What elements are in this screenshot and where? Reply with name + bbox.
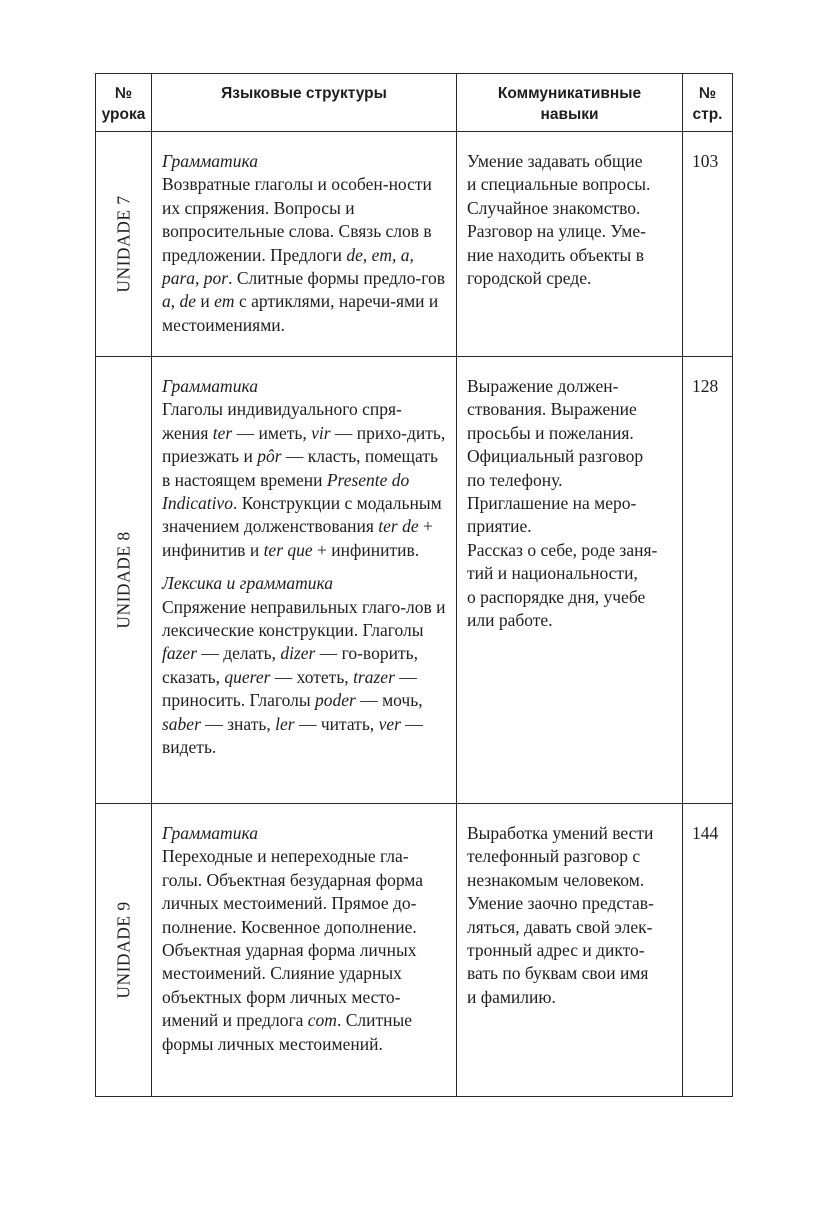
- comm-line: телефонный разговор с: [467, 846, 641, 867]
- comm-line: Официальный разговор: [467, 446, 644, 467]
- header-lesson-symbol: №: [114, 85, 133, 102]
- comm-line: Выражение должен-: [467, 376, 619, 396]
- comm-line: Выработка умений вести: [467, 823, 654, 843]
- page-number-cell: [683, 804, 733, 1097]
- comm-line: ствования. Выражение: [467, 399, 637, 420]
- section-body: Переходные и непереходные гла-голы. Объектная безударная форма личных местоимений. Прямое до-полнение. Косвенное дополнение. Объектная ударная форма личных местоимений. Слияние ударных объектных форм личных место-имений и предлога com. Слитные формы личных местоимений.: [162, 846, 424, 1054]
- unit-cell: [96, 357, 152, 804]
- comm-line: тий и национальности,: [467, 563, 638, 584]
- comm-line: Умение заочно представ-: [467, 893, 654, 914]
- section-heading: Грамматика: [162, 151, 258, 171]
- unit-label: UNIDADE 9: [113, 901, 133, 999]
- comm-line: и фамилию.: [467, 986, 556, 1007]
- comm-line: Умение задавать общие: [467, 151, 643, 171]
- header-page-symbol: №: [698, 85, 717, 102]
- table-row: [96, 804, 733, 1097]
- comm-line: приятие.: [467, 516, 532, 537]
- comm-line: незнакомым человеком.: [467, 869, 645, 890]
- unit-cell: [96, 132, 152, 357]
- section-heading: Грамматика: [162, 376, 258, 396]
- contents-table: [95, 73, 733, 1097]
- structure-section: [162, 572, 448, 759]
- page-number: 103: [692, 151, 719, 171]
- comm-line: по телефону.: [467, 469, 563, 490]
- header-page-label: стр.: [692, 106, 723, 123]
- structures-cell: [152, 357, 457, 804]
- header-lesson-label: урока: [101, 106, 146, 123]
- unit-label: UNIDADE 8: [113, 531, 133, 629]
- comm-line: Разговор на улице. Уме-: [467, 221, 646, 242]
- comm-line: ляться, давать свой элек-: [467, 916, 653, 937]
- structures-cell: [152, 804, 457, 1097]
- page-number-cell: [683, 357, 733, 804]
- comm-line: или работе.: [467, 610, 553, 631]
- communicative-cell: [457, 357, 683, 804]
- page-number: 144: [692, 823, 719, 843]
- table-row: [96, 357, 733, 804]
- header-structures-label: Языковые структуры: [221, 85, 387, 102]
- header-structures: [152, 74, 457, 132]
- structures-cell: [152, 132, 457, 357]
- section-heading: Лексика и грамматика: [162, 573, 333, 594]
- section-body: Глаголы индивидуального спря-жения ter — иметь, vir — прихо-дить, приезжать и pôr — класть, помещать в настоящем времени Presente do Indicativo. Конструкции с модальным значением долженствования ter de + инфинитив и ter que + инфинитив.: [162, 399, 446, 560]
- comm-line: и специальные вопросы.: [467, 174, 651, 195]
- header-row: [96, 74, 733, 132]
- structure-section: [162, 375, 448, 562]
- section-body: Возвратные глаголы и особен-ности их спряжения. Вопросы и вопросительные слова. Связь слов в предложении. Предлоги de, em, a, para, por. Слитные формы предло-гов a, de и em с артиклями, наречи-ями и местоимениями.: [162, 174, 445, 335]
- header-page-number: [683, 74, 733, 132]
- communicative-cell: [457, 132, 683, 357]
- section-body: Спряжение неправильных глаго-лов и лексические конструкции. Глаголы fazer — делать, dizer — го-ворить, сказать, querer — хотеть, trazer — приносить. Глаголы poder — мочь, saber — знать, ler — читать, ver — видеть.: [162, 596, 446, 758]
- structure-section: [162, 150, 448, 337]
- header-comm-label-2: навыки: [540, 106, 599, 123]
- comm-line: просьбы и пожелания.: [467, 422, 634, 443]
- page-number: 128: [692, 376, 719, 396]
- comm-line: Рассказ о себе, роде заня-: [467, 539, 658, 560]
- comm-line: о распорядке дня, учебе: [467, 586, 646, 607]
- section-heading: Грамматика: [162, 823, 258, 843]
- comm-line: городской среде.: [467, 268, 592, 289]
- comm-line: Приглашение на меро-: [467, 493, 637, 514]
- comm-line: тронный адрес и дикто-: [467, 940, 645, 961]
- comm-line: Случайное знакомство.: [467, 197, 641, 218]
- structure-section: [162, 822, 448, 1056]
- page-number-cell: [683, 132, 733, 357]
- communicative-cell: [457, 804, 683, 1097]
- header-communicative-skills: [457, 74, 683, 132]
- unit-cell: [96, 804, 152, 1097]
- comm-line: ние находить объекты в: [467, 244, 644, 265]
- header-lesson-number: [96, 74, 152, 132]
- unit-label: UNIDADE 7: [113, 195, 133, 293]
- comm-line: вать по буквам свои имя: [467, 963, 649, 984]
- header-comm-label-1: Коммуникативные: [497, 85, 642, 102]
- table-row: [96, 132, 733, 357]
